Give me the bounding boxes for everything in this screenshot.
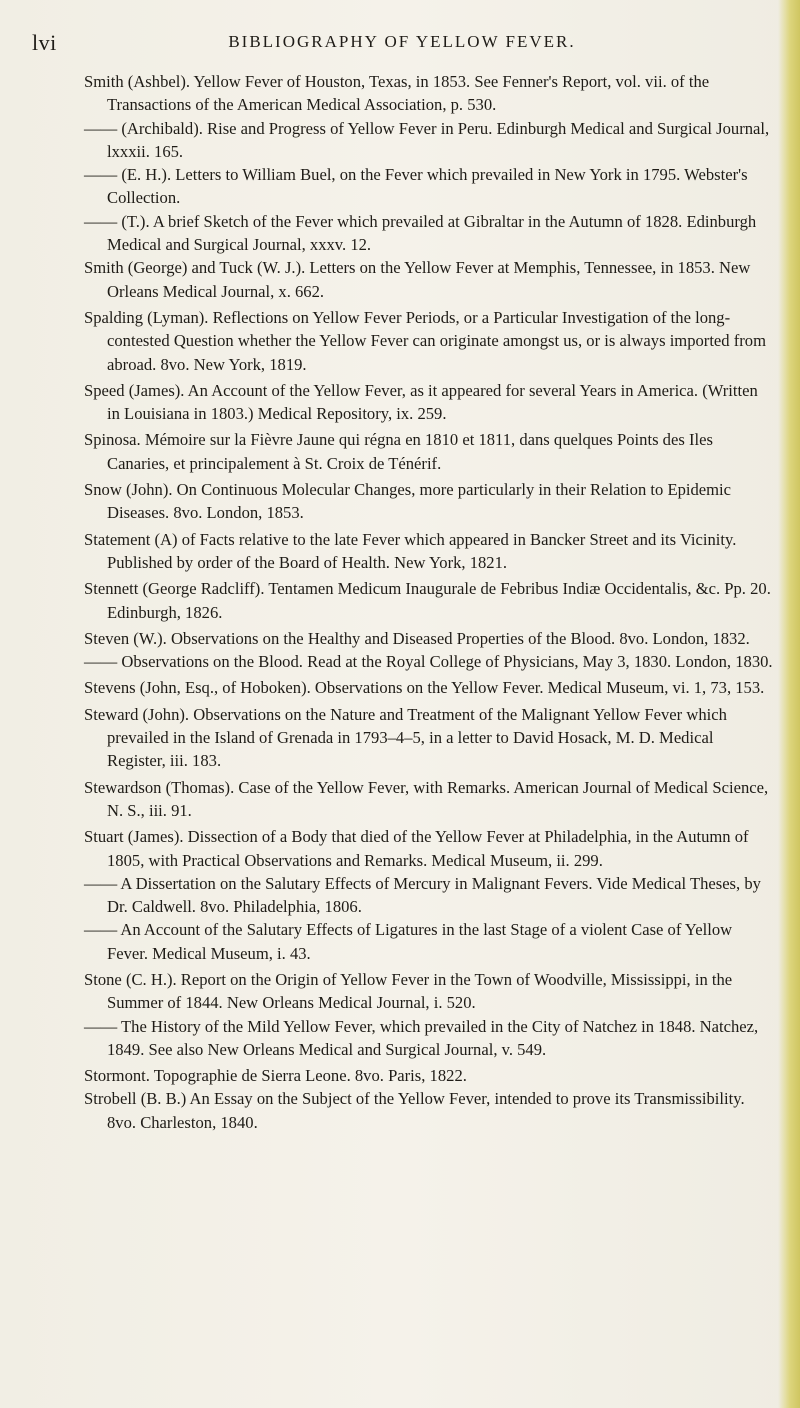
bibliography-entry: Stevens (John, Esq., of Hoboken). Observations on the Yellow Fever. Medical Museum, vi. 1, 73, 153. <box>84 678 765 698</box>
bibliography-entry: —— The History of the Mild Yellow Fever, which prevailed in the City of Natchez in 1848. Natchez, 1849. See also New Orleans Medical and Surgical Journal, v. 549. <box>84 1016 759 1059</box>
page-edge-discoloration <box>778 0 800 1408</box>
page-number: lvi <box>32 30 57 55</box>
bibliography-entry: —— Observations on the Blood. Read at the Royal College of Physicians, May 3, 1830. London, 1830. <box>84 652 773 672</box>
bibliography-entry: Smith (George) and Tuck (W. J.). Letters on the Yellow Fever at Memphis, Tennessee, in 1853. New Orleans Medical Journal, x. 662. <box>84 258 751 301</box>
bibliography-entry: —— (E. H.). Letters to William Buel, on the Fever which prevailed in New York in 1795. Webster's Collection. <box>84 165 748 208</box>
bibliography-entry: Smith (Ashbel). Yellow Fever of Houston, Texas, in 1853. See Fenner's Report, vol. vii. of the Transactions of the American Medical Association, p. 530. <box>84 72 710 115</box>
bibliography-entry: Strobell (B. B.) An Essay on the Subject of the Yellow Fever, intended to prove its Transmissibility. 8vo. Charleston, 1840. <box>84 1089 745 1132</box>
bibliography-entry: Stennett (George Radcliff). Tentamen Medicum Inaugurale de Febribus Indiæ Occidentalis, &c. Pp. 20. Edinburgh, 1826. <box>84 579 771 622</box>
bibliography-entry: Stuart (James). Dissection of a Body that died of the Yellow Fever at Philadelphia, in the Autumn of 1805, with Practical Observations and Remarks. Medical Museum, ii. 299. <box>84 827 749 870</box>
bibliography-entry: Steven (W.). Observations on the Healthy and Diseased Properties of the Blood. 8vo. London, 1832. <box>84 628 750 648</box>
bibliography-entry: Stone (C. H.). Report on the Origin of Yellow Fever in the Town of Woodville, Mississippi, in the Summer of 1844. New Orleans Medical Journal, i. 520. <box>84 969 733 1013</box>
running-head: BIBLIOGRAPHY OF YELLOW FEVER. <box>228 32 576 51</box>
page-header <box>32 30 772 60</box>
bibliography-entry: Snow (John). On Continuous Molecular Changes, more particularly in their Relation to Epidemic Diseases. 8vo. London, 1853. <box>84 480 732 523</box>
bibliography-entry: Stewardson (Thomas). Case of the Yellow Fever, with Remarks. American Journal of Medical Science, N. S., iii. 91. <box>84 777 769 820</box>
bibliography-entry: —— A Dissertation on the Salutary Effects of Mercury in Malignant Fevers. Vide Medical Theses, by Dr. Caldwell. 8vo. Philadelphia, 1806. <box>84 873 761 917</box>
bibliography-entry: Spalding (Lyman). Reflections on Yellow Fever Periods, or a Particular Investigation of the long-contested Question whether the Yellow Fever can originate amongst us, or is always imported from abroad. 8vo. New York, 1819. <box>84 307 767 374</box>
bibliography-entry: Stormont. Topographie de Sierra Leone. 8vo. Paris, 1822. <box>84 1066 467 1086</box>
bibliography-entry: —— (Archibald). Rise and Progress of Yellow Fever in Peru. Edinburgh Medical and Surgical Journal, lxxxii. 165. <box>84 118 770 161</box>
bibliography-entry: Spinosa. Mémoire sur la Fièvre Jaune qui régna en 1810 et 1811, dans quelques Points des Iles Canaries, et principalement à St. Croix de Ténérif. <box>84 430 713 473</box>
bibliography-entry: Steward (John). Observations on the Nature and Treatment of the Malignant Yellow Fever which prevailed in the Island of Grenada in 1793–4–5, in a letter to David Hosack, M. D. Medical Register, iii. 183. <box>84 704 727 771</box>
bibliography-list <box>84 70 774 1134</box>
bibliography-entry: —— An Account of the Salutary Effects of Ligatures in the last Stage of a violent Case of Yellow Fever. Medical Museum, i. 43. <box>84 920 733 963</box>
bibliography-entry: Statement (A) of Facts relative to the late Fever which appeared in Bancker Street and its Vicinity. Published by order of the Board of Health. New York, 1821. <box>84 529 737 572</box>
bibliography-entry: —— (T.). A brief Sketch of the Fever which prevailed at Gibraltar in the Autumn of 1828. Edinburgh Medical and Surgical Journal, xxxv. 12. <box>84 211 757 255</box>
bibliography-entry: Speed (James). An Account of the Yellow Fever, as it appeared for several Years in America. (Written in Louisiana in 1803.) Medical Repository, ix. 259. <box>84 380 758 424</box>
